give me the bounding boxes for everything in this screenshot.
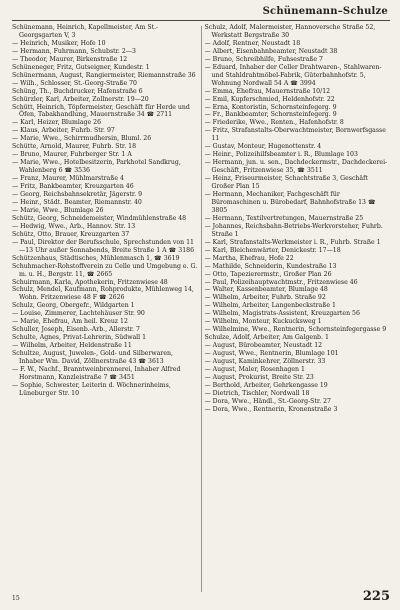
- directory-entry: — Heinz, Friseurmeister, Schachtstraße 3, Geschäft Großer Plan 15: [204, 175, 368, 191]
- left-column: [12, 24, 198, 414]
- directory-entry: — Fr., Bankbeamter, Schornsteinfegerg. 9: [204, 111, 337, 119]
- page-number: 225: [362, 589, 390, 604]
- directory-entry: — Emil, Kupferschmied, Heldenhofstr. 22: [204, 95, 335, 103]
- directory-entry: Schüneneger, Fritz, Gutseigner, Kundestr. 1: [12, 63, 150, 71]
- directory-entry: — Fritz, Bankbeamter, Kreuzgarten 46: [12, 183, 134, 191]
- directory-entry: — Marie, Wwe., Blumlage 26: [12, 206, 104, 214]
- directory-entry: — Wilhelm, Monteur, Kuckucksweg 1: [204, 318, 322, 326]
- directory-entry: — Marie, Ehefrau, Am heil. Kreuz 12: [12, 318, 128, 326]
- directory-entry: — Wilhelm, Arbeiter, Langenbeckstraße 1: [204, 302, 336, 310]
- directory-entry: — August, Prokurist, Breite Str. 23: [204, 373, 314, 381]
- directory-entry: — Hermann, jun. u. sen., Dachdeckermstr., Dachdeckerei-Geschäft, Fritzenwiese 35, ☎ 3511: [204, 159, 388, 175]
- directory-entry: — Marie, Wwe., Hotelbesitzerin, Parkhotel Sandkrug, Wahlenberg 6 ☎ 3536: [12, 159, 181, 175]
- directory-entry: — Bruno, Maurer, Fuhrberger Str. 1 A: [12, 151, 132, 159]
- directory-entry: Schuirmann, Karla, Apothekerin, Fritzenwiese 48: [12, 278, 168, 286]
- directory-entry: — Paul, Direktor der Berufsschule, Sprechstunden von 11—13 Uhr außer Sonnabends, Breite Straße 1 A ☎ 3186: [12, 238, 194, 254]
- directory-entry: — Paul, Polizeihauptwachtmstr., Fritzenwiese 46: [204, 278, 358, 286]
- directory-entry: — Franz, Maurer, Mühlmarstraße 4: [12, 175, 124, 183]
- directory-entry: — August, Kaminkehrer, Zöllnerstr. 33: [204, 358, 326, 366]
- directory-entry: Schultze, August, Juwelen-, Gold- und Silberwaren, Inhaber Wm. David, Zöllnerstraße 43 ☎ 3613: [12, 350, 173, 366]
- directory-entry: — Wilhelm, Arbeiter, Fuhrb. Straße 92: [204, 294, 326, 302]
- directory-entry: — August, Wwe., Rentnerin, Blumlage 101: [204, 350, 339, 358]
- columns: [12, 24, 390, 414]
- directory-entry: — Sophie, Schwester, Leiterin d. Wöchnerinheims, Lüneburger Str. 10: [12, 381, 171, 397]
- directory-entry: Schütz, Georg, Schneidemeister, Windmühlenstraße 48: [12, 214, 187, 222]
- directory-entry: Schünermann, August, Rangiermeister, Riemannstraße 36: [12, 71, 196, 79]
- directory-entry: — Martha, Ehefrau, Hofe 22: [204, 254, 294, 262]
- page-footer: [12, 588, 390, 604]
- directory-entry: — Dietrich, Tischler, Nordwall 18: [204, 389, 310, 397]
- directory-entry: Schulz, Mendel, Kaufmann, Rohprodukte, Mühlenweg 14, Wohn. Fritzenwiese 48 F ☎ 2626: [12, 286, 194, 302]
- directory-entry: Schützenhaus, Städtisches, Mühlenmasch 1, ☎ 3619: [12, 254, 180, 262]
- directory-entry: Schulz, Georg, Obergefr., Wildgarten 1: [12, 302, 135, 310]
- directory-entry: — Hermann, Fuhrmann, Schubstr. 2—3: [12, 47, 136, 55]
- directory-entry: — Heinrich, Musiker, Hofe 10: [12, 39, 106, 47]
- directory-entry: — Wilhelm, Magistrats-Assistent, Kreuzgarten 56: [204, 310, 360, 318]
- directory-entry: — Walter, Kassenbeamter, Blumlage 48: [204, 286, 328, 294]
- directory-entry: — Wilhelmine, Wwe., Rentnerin, Schornsteinfegergasse 9: [204, 326, 387, 334]
- directory-entry: Schuller, Joseph, Eisenb.-Arb., Allerstr. 7: [12, 326, 140, 334]
- directory-entry: Schütt, Heinrich, Töpfermeister, Geschäft für Herde und Öfen, Tabakhandlung, Mauernstraße 34 ☎ 2711: [12, 103, 190, 119]
- directory-entry: — Louise, Zimmerer, Lachtehäuser Str. 90: [12, 310, 145, 318]
- right-column: [205, 24, 391, 414]
- directory-entry: — Hermann, Textilvertretungen, Mauernstraße 25: [204, 214, 364, 222]
- directory-entry: — Wilh., Schlosser, St.-Georg-Straße 70: [12, 79, 137, 87]
- page-header: [12, 6, 390, 21]
- directory-entry: Schütte, Arnold, Maurer, Fuhrb. Str. 18: [12, 143, 137, 151]
- signature-mark: 15: [12, 595, 20, 602]
- directory-entry: — Dora, Wwe., Rentnerin, Kronenstraße 3: [204, 405, 338, 413]
- directory-entry: — Gustav, Monteur, Hugenottenstr. 4: [204, 143, 322, 151]
- directory-entry: — Klaus, Arbeiter, Fuhrb. Str. 97: [12, 127, 115, 135]
- directory-entry: — Heinr., Städt. Beamter, Riemannstr. 40: [12, 198, 142, 206]
- directory-entry: Schulz, Adolf, Malermeister, Hannoversche Straße 52, Werkstatt Bergstraße 30: [204, 24, 376, 39]
- directory-entry: — Adolf, Rentner, Neustadt 18: [204, 39, 301, 47]
- directory-entry: — Emma, Ehefrau, Mauernstraße 10/12: [204, 87, 331, 95]
- directory-entry: — F. W., Nachf., Branntweinbrennerei, Inhaber Alfred Horstmann, Kanzleistraße 7 ☎ 3451: [12, 365, 181, 381]
- directory-entry: — Marie, Wwe., Schirrmudhersin, Bluml. 26: [12, 135, 152, 143]
- directory-entry: — Mathilde, Schneiderin, Kundestraße 13: [204, 262, 337, 270]
- directory-entry: — Erna, Kontoristin, Schornsteinfegerg. 9: [204, 103, 337, 111]
- directory-entry: — Georg, Reichsbahnsekretär, Jägerstr. 9: [12, 191, 143, 199]
- directory-entry: — August, Maler, Rosenhagen 1: [204, 365, 305, 373]
- directory-entry: Schütz, Otto, Brauer, Kreuzgarten 37: [12, 230, 130, 238]
- directory-entry: — Wilhelm, Arbeiter, Heldenstraße 11: [12, 342, 132, 350]
- directory-entry: — Otto, Tapezierermstr., Großer Plan 26: [204, 270, 332, 278]
- directory-entry: — Fritz, Strafanstalts-Oberwachtmeister, Bornwerfsgasse 11: [204, 127, 386, 143]
- directory-entry: Schulte, Agnes, Privat-Lehrerin, Südwall 1: [12, 334, 147, 342]
- directory-entry: Schünemann, Heinrich, Kapellmeister, Am St.-Georgsgarten V, 3: [12, 24, 159, 39]
- directory-entry: Schuhmacher-Rohstoffverein zu Celle und Umgebung e. G. m. u. H., Bergstr. 11, ☎ 2665: [12, 262, 198, 278]
- directory-entry: — Eduard, Inhaber der Celler Drahtwaren-, Stahlwaren- und Stahldrahtmöbel-Fabrik, Güterbahnhofstr. 5, Wohnung Nordwall 54 A ☎ 3994: [204, 63, 382, 87]
- directory-entry: Schulze, Adolf, Arbeiter, Am Galgenb. 1: [204, 334, 329, 342]
- directory-entry: Schürzler, Karl, Arbeiter, Zollnerstr. 19—20: [12, 95, 149, 103]
- directory-entry: — Hermann, Mechaniker, Fachgeschäft für Büromaschinen u. Bürobedarf, Bahnhofstraße 13 ☎ 3805: [204, 191, 376, 214]
- directory-entry: — Karl, Strafanstalts-Werkmeister i. R., Fuhrb. Straße 1: [204, 238, 381, 246]
- directory-entry: — Heinr., Polizeihilfsbeamter i. R., Blumlage 103: [204, 151, 358, 159]
- directory-entry: — Johannes, Reichsbahn-Betriebs-Werkvorsteher, Fuhrb. Straße 1: [204, 222, 383, 238]
- directory-entry: — Berthold, Arbeiter, Gehrkengasse 19: [204, 381, 328, 389]
- directory-entry: — August, Bürobeamter, Neustadt 12: [204, 342, 323, 350]
- directory-entry: — Karl, Heizer, Blumlage 26: [12, 119, 102, 127]
- directory-entry: — Friederike, Wwe., Renten., Hafenhofstr. 8: [204, 119, 344, 127]
- directory-entry: — Bruno, Schreibhilfe, Fuhsestraße 7: [204, 55, 323, 63]
- directory-entry: Schüng, Th., Buchdrucker, Hafenstraße 6: [12, 87, 143, 95]
- directory-entry: — Dora, Wwe., Händl., St.-Georg-Str. 27: [204, 397, 331, 405]
- directory-entry: — Theodor, Maurer, Birkenstraße 12: [12, 55, 128, 63]
- running-head: Schünemann–Schulze: [262, 6, 388, 17]
- directory-entry: — Albert, Eisenbahnbeamter, Neustadt 38: [204, 47, 338, 55]
- directory-entry: — Karl, Bleichenwärter, Denickestr. 17—18: [204, 246, 341, 254]
- directory-entry: — Hedwig, Wwe., Arb., Hannov. Str. 13: [12, 222, 136, 230]
